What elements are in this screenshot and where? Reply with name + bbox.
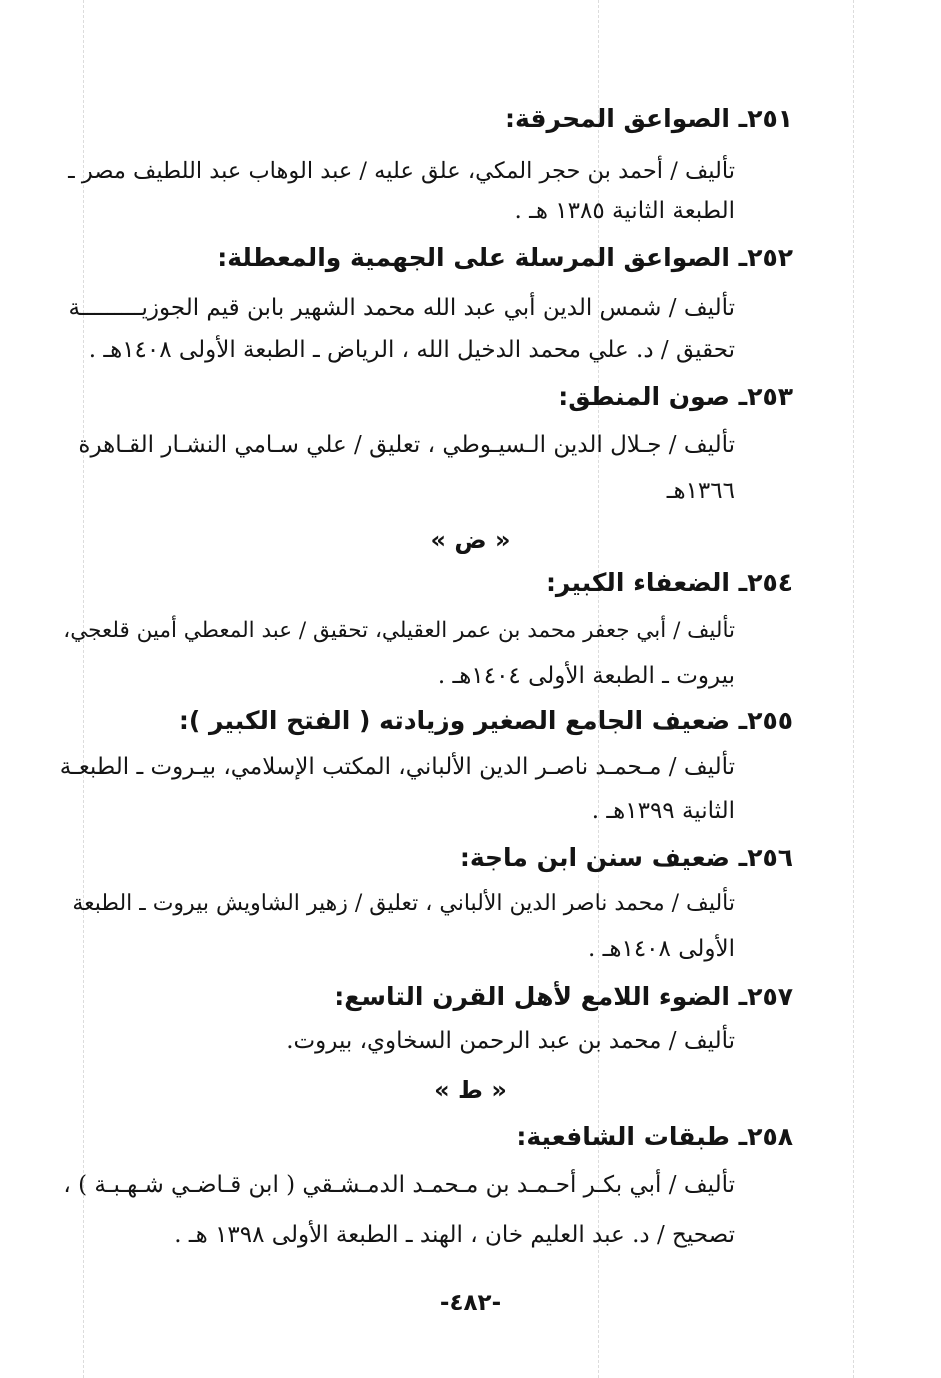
entry-heading-258: ٢٥٨ـ طبقات الشافعية: <box>516 1122 793 1151</box>
entry-254-line-1: تأليف / أبي جعفر محمد بن عمر العقيلي، تحقيق / عبد المعطي أمين قلعجي، <box>63 618 735 643</box>
section-letter-dad: « ض » <box>430 526 511 554</box>
scan-guide-line <box>853 0 854 1378</box>
entry-257-line-1: تأليف / محمد بن عبد الرحمن السخاوي، بيروت. <box>286 1028 735 1054</box>
entry-251-line-1: تأليف / أحمد بن حجر المكي، علق عليه / عبد الوهاب عبد اللطيف مصر ـ <box>68 158 735 184</box>
entry-258-line-1: تأليف / أبي بكـر أحـمـد بن مـحمـد الدمـشـقي ( ابن قـاضـي شـهـبـة ) ، <box>63 1172 735 1198</box>
entry-heading-251: ٢٥١ـ الصواعق المحرقة: <box>505 104 793 133</box>
entry-heading-253: ٢٥٣ـ صون المنطق: <box>558 382 793 411</box>
entry-254-line-2: بيروت ـ الطبعة الأولى ١٤٠٤هـ . <box>437 663 735 689</box>
entry-256-line-2: الأولى ١٤٠٨هـ . <box>587 936 735 962</box>
entry-253-line-2: ١٣٦٦هـ <box>666 478 735 504</box>
section-letter-ta: « ط » <box>434 1076 507 1104</box>
entry-253-line-1: تأليف / جـلال الدين الـسيـوطي ، تعليق / علي سـامي النشـار القـاهرة <box>78 432 735 458</box>
entry-255-line-1: تأليف / مـحمـد ناصـر الدين الألباني، المكتب الإسلامي، بيـروت ـ الطبعـة <box>59 754 735 780</box>
entry-251-line-2: الطبعة الثانية ١٣٨٥ هـ . <box>514 198 735 224</box>
entry-heading-255: ٢٥٥ـ ضعيف الجامع الصغير وزيادته ( الفتح الكبير ): <box>178 706 793 735</box>
entry-258-line-2: تصحيح / د. عبد العليم خان ، الهند ـ الطبعة الأولى ١٣٩٨ هـ . <box>174 1222 735 1248</box>
entry-252-line-2: تحقيق / د. علي محمد الدخيل الله ، الرياض ـ الطبعة الأولى ١٤٠٨هـ . <box>88 337 735 363</box>
entry-heading-252: ٢٥٢ـ الصواعق المرسلة على الجهمية والمعطلة: <box>217 243 793 272</box>
entry-255-line-2: الثانية ١٣٩٩هـ . <box>591 798 735 824</box>
entry-heading-257: ٢٥٧ـ الضوء اللامع لأهل القرن التاسع: <box>334 982 793 1011</box>
entry-heading-254: ٢٥٤ـ الضعفاء الكبير: <box>545 568 793 597</box>
entry-252-line-1: تأليف / شمس الدين أبي عبد الله محمد الشهير بابن قيم الجوزيـــــــــة <box>68 295 735 321</box>
entry-256-line-1: تأليف / محمد ناصر الدين الألباني ، تعليق / زهير الشاويش بيروت ـ الطبعة <box>72 891 735 916</box>
page-number: -٤٨٢- <box>439 1290 502 1316</box>
entry-heading-256: ٢٥٦ـ ضعيف سنن ابن ماجة: <box>459 843 793 872</box>
